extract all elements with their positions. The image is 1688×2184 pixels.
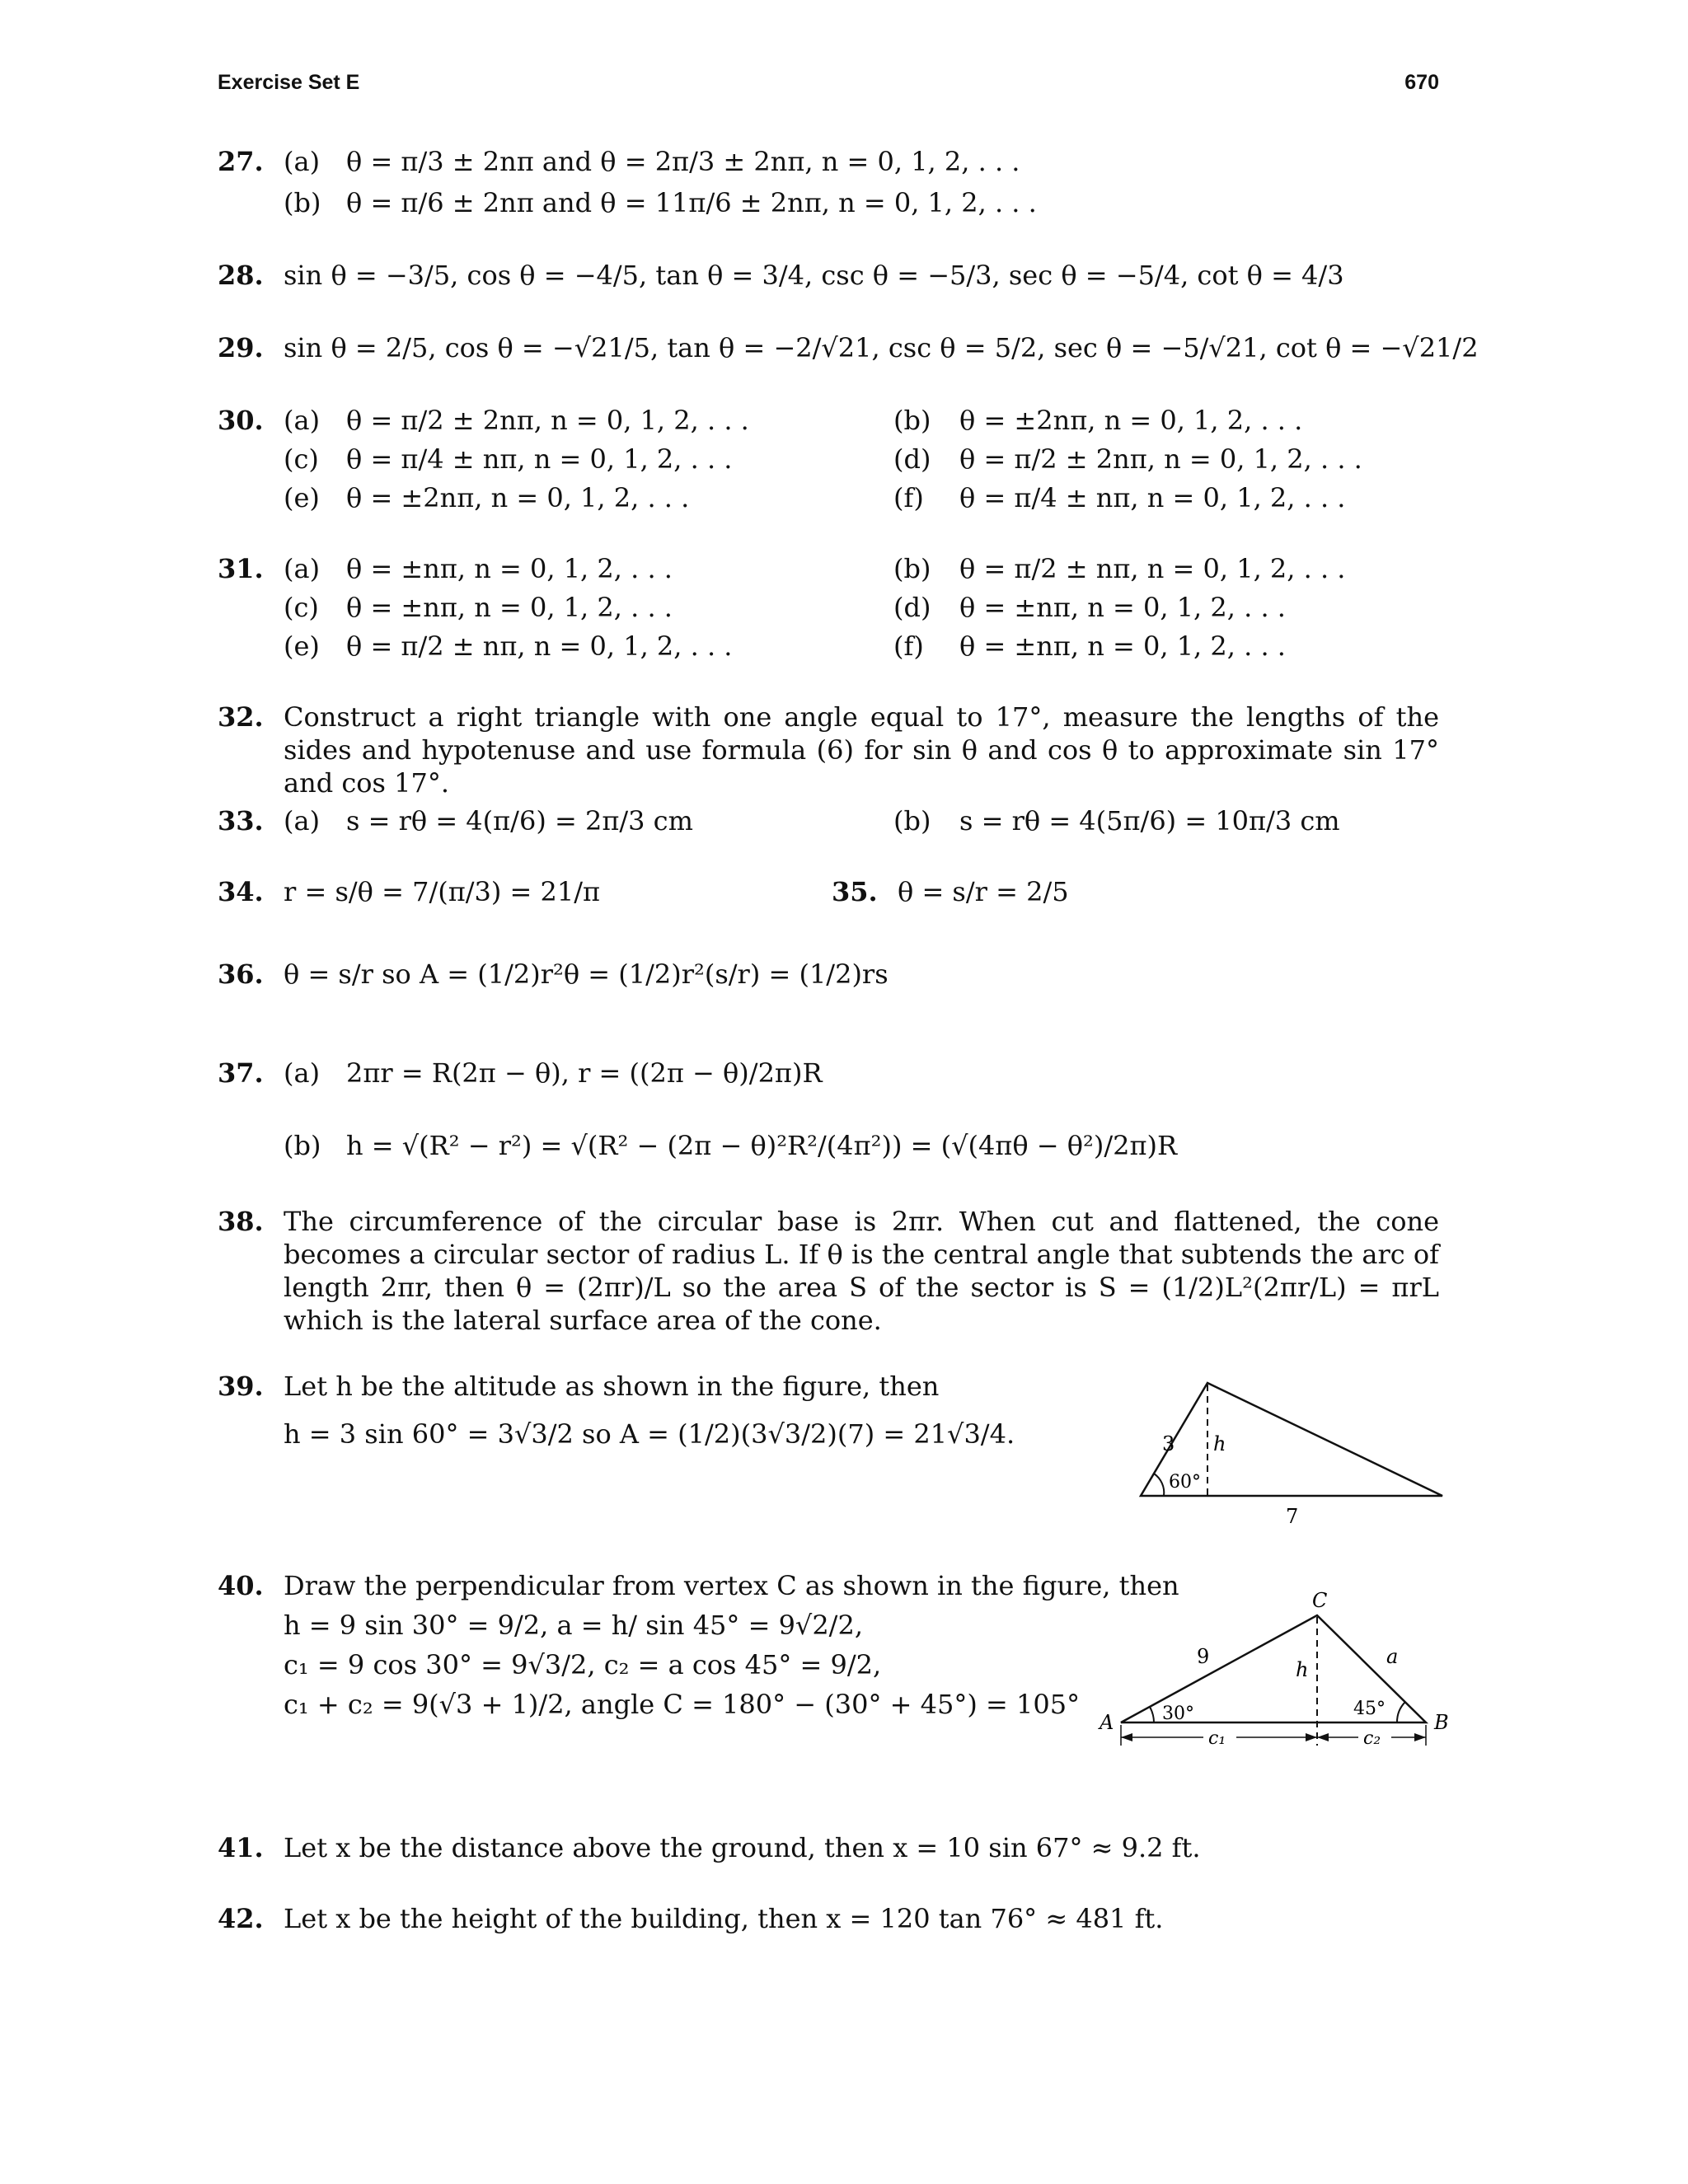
- problem-32: [218, 701, 1439, 799]
- angle-b-label: 45°: [1353, 1699, 1386, 1719]
- problem-number: 39.: [218, 1371, 264, 1402]
- angle-arc: [1154, 1474, 1164, 1496]
- part-label: (d): [893, 443, 931, 475]
- answer-text: θ = π/2 ± 2nπ, n = 0, 1, 2, . . .: [959, 443, 1362, 475]
- segment-c1-label: c₁: [1208, 1728, 1226, 1749]
- part-label: (b): [893, 805, 931, 837]
- part-label: (b): [893, 553, 931, 584]
- part-label: (f): [893, 482, 924, 513]
- base-label: 7: [1286, 1505, 1299, 1528]
- answer-text: θ = ±nπ, n = 0, 1, 2, . . .: [346, 592, 673, 623]
- problem-number: 38.: [218, 1206, 264, 1237]
- answer-text: h = 9 sin 30° = 9/2, a = h/ sin 45° = 9√2/2,: [284, 1610, 863, 1641]
- side-b-label: 9: [1197, 1645, 1210, 1668]
- answer-text: c₁ + c₂ = 9(√3 + 1)/2, angle C = 180° − (30° + 45°) = 105°: [284, 1689, 1081, 1720]
- answer-text: Draw the perpendicular from vertex C as shown in the figure, then: [284, 1570, 1179, 1601]
- part-label: (d): [893, 592, 931, 623]
- vertex-a-label: A: [1100, 1711, 1114, 1734]
- arrow-head: [1414, 1733, 1426, 1741]
- part-label: (b): [284, 1130, 321, 1161]
- part-label: (a): [284, 553, 321, 584]
- section-header: Exercise Set E: [218, 71, 360, 94]
- answer-text: θ = π/6 ± 2nπ and θ = 11π/6 ± 2nπ, n = 0, 1, 2, . . .: [346, 187, 1037, 218]
- part-label: (b): [893, 405, 931, 436]
- problem-number: 31.: [218, 553, 264, 584]
- problem-number: 37.: [218, 1057, 264, 1089]
- answer-text: The circumference of the circular base is 2πr. When cut and flattened, the cone becomes a circular sector of radius L. If θ is the central angle that subtends the arc of length 2πr, then θ = (2πr)/L so the area S of the sector is S = (1/2)L²(2πr/L) = πrL which is the lateral surface area of the cone.: [284, 1206, 1439, 1336]
- altitude-label: h: [1213, 1432, 1226, 1455]
- vertex-b-label: B: [1434, 1711, 1449, 1734]
- answer-text: θ = π/4 ± nπ, n = 0, 1, 2, . . .: [346, 443, 733, 475]
- altitude-label: h: [1296, 1658, 1309, 1681]
- answer-text: θ = s/r so A = (1/2)r²θ = (1/2)r²(s/r) = (1/2)rs: [284, 958, 889, 990]
- angle-arc-a: [1150, 1707, 1154, 1722]
- angle-a-label: 30°: [1162, 1704, 1194, 1724]
- problem-number: 34.: [218, 876, 264, 907]
- answer-text: θ = ±2nπ, n = 0, 1, 2, . . .: [959, 405, 1303, 436]
- answer-text: h = 3 sin 60° = 3√3/2 so A = (1/2)(3√3/2)(7) = 21√3/4.: [284, 1418, 1015, 1450]
- triangle-figure-39: [1129, 1368, 1459, 1533]
- arrow-head: [1317, 1733, 1329, 1741]
- problem-number: 30.: [218, 405, 264, 436]
- answer-text: θ = π/4 ± nπ, n = 0, 1, 2, . . .: [959, 482, 1346, 513]
- part-label: (a): [284, 146, 321, 177]
- answer-text: θ = ±nπ, n = 0, 1, 2, . . .: [959, 592, 1286, 623]
- vertex-c-label: C: [1312, 1589, 1328, 1612]
- problem-number: 41.: [218, 1832, 264, 1863]
- arrow-head: [1121, 1733, 1132, 1741]
- part-label: (a): [284, 805, 321, 837]
- problem-number: 35.: [832, 876, 878, 907]
- part-label: (c): [284, 443, 319, 475]
- problem-number: 36.: [218, 958, 264, 990]
- problem-number: 32.: [218, 701, 264, 733]
- answer-text: c₁ = 9 cos 30° = 9√3/2, c₂ = a cos 45° = 9/2,: [284, 1649, 882, 1680]
- answer-text: r = s/θ = 7/(π/3) = 21/π: [284, 876, 601, 907]
- answer-text: θ = ±2nπ, n = 0, 1, 2, . . .: [346, 482, 690, 513]
- problem-number: 27.: [218, 146, 264, 177]
- page-number: 670: [1404, 71, 1439, 94]
- arrow-head: [1306, 1733, 1317, 1741]
- answer-text: θ = s/r = 2/5: [898, 876, 1069, 907]
- answer-text: θ = ±nπ, n = 0, 1, 2, . . .: [346, 553, 673, 584]
- problem-number: 40.: [218, 1570, 264, 1601]
- answer-text: s = rθ = 4(5π/6) = 10π/3 cm: [959, 805, 1340, 837]
- answer-text: Let x be the height of the building, then x = 120 tan 76° ≈ 481 ft.: [284, 1903, 1164, 1934]
- side-a-label: a: [1386, 1645, 1399, 1668]
- answer-text: sin θ = −3/5, cos θ = −4/5, tan θ = 3/4, csc θ = −5/3, sec θ = −5/4, cot θ = 4/3: [284, 260, 1344, 291]
- answer-text: 2πr = R(2π − θ), r = ((2π − θ)/2π)R: [346, 1057, 823, 1089]
- part-label: (e): [284, 630, 320, 662]
- part-label: (e): [284, 482, 320, 513]
- problem-number: 33.: [218, 805, 264, 837]
- problem-number: 28.: [218, 260, 264, 291]
- problem-38: [218, 1205, 1439, 1337]
- answer-text: Let x be the distance above the ground, then x = 10 sin 67° ≈ 9.2 ft.: [284, 1832, 1201, 1863]
- part-label: (f): [893, 630, 924, 662]
- answer-text: θ = π/2 ± nπ, n = 0, 1, 2, . . .: [959, 553, 1346, 584]
- angle-arc-b: [1397, 1702, 1405, 1722]
- answer-text: sin θ = 2/5, cos θ = −√21/5, tan θ = −2/√21, csc θ = 5/2, sec θ = −5/√21, cot θ = −√21/2: [284, 332, 1479, 363]
- answer-text: θ = π/2 ± 2nπ, n = 0, 1, 2, . . .: [346, 405, 749, 436]
- part-label: (a): [284, 405, 321, 436]
- answer-text: h = √(R² − r²) = √(R² − (2π − θ)²R²/(4π²)) = (√(4πθ − θ²)/2π)R: [346, 1130, 1178, 1161]
- answer-text: θ = π/3 ± 2nπ and θ = 2π/3 ± 2nπ, n = 0, 1, 2, . . .: [346, 146, 1020, 177]
- problem-number: 42.: [218, 1903, 264, 1934]
- answer-text: Let h be the altitude as shown in the figure, then: [284, 1371, 940, 1402]
- problem-number: 29.: [218, 332, 264, 363]
- part-label: (a): [284, 1057, 321, 1089]
- part-label: (b): [284, 187, 321, 218]
- segment-c2-label: c₂: [1363, 1728, 1381, 1749]
- answer-text: θ = π/2 ± nπ, n = 0, 1, 2, . . .: [346, 630, 733, 662]
- answer-text: Construct a right triangle with one angle equal to 17°, measure the lengths of the sides and hypotenuse and use formula (6) for sin θ and cos θ to approximate sin 17° and cos 17°.: [284, 701, 1439, 799]
- angle-label: 60°: [1169, 1472, 1201, 1493]
- answer-text: θ = ±nπ, n = 0, 1, 2, . . .: [959, 630, 1286, 662]
- part-label: (c): [284, 592, 319, 623]
- answer-text: s = rθ = 4(π/6) = 2π/3 cm: [346, 805, 693, 837]
- side-label: 3: [1162, 1432, 1175, 1455]
- triangle-figure-40: [1088, 1581, 1459, 1770]
